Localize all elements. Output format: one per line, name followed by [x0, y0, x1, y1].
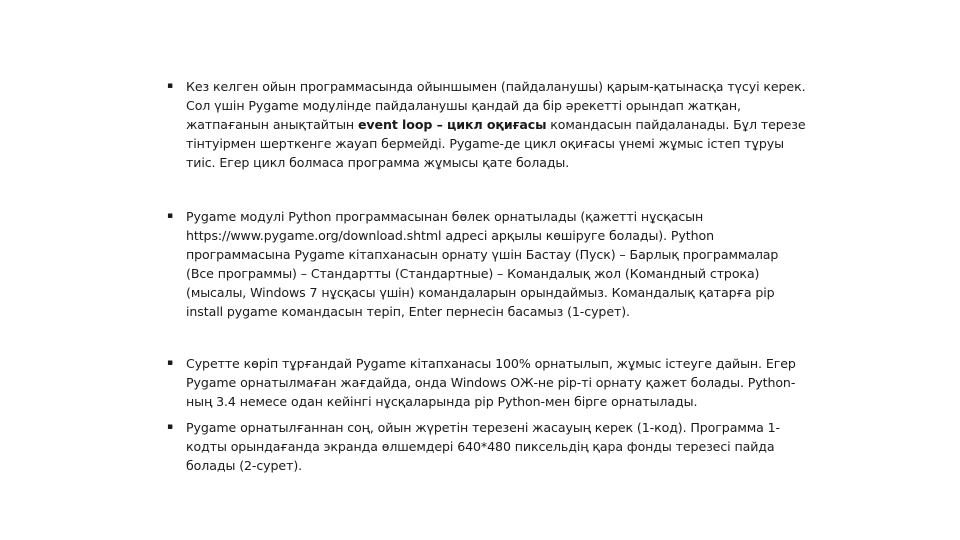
bullet-icon: ▪ [167, 81, 174, 91]
list-item [167, 418, 807, 475]
list-item-text: Pygame орнатылғаннан соң, ойын жүретін терезені жасауың керек (1-код). Программа 1-кодты орындағанда экранда өлшемдері 640*480 пиксельдің қара фонды терезесі пайда болады (2-сурет). [186, 420, 780, 473]
list-item [167, 354, 807, 411]
list-item [167, 77, 807, 172]
list-item [167, 207, 807, 321]
bullet-icon: ▪ [167, 358, 174, 368]
list-item-text [186, 77, 807, 172]
list-item-text: Pygame модулі Python программасынан бөлек орнатылады (қажетті нұсқасын https://www.pygame.org/download.shtml адресі арқылы көшіруге болады). Python программасына Pygame кітапханасын орнату үшін Бастау (Пуск) – Барлық программалар (Все программы) – Стандартты (Стандартные) – Командалық жол (Командный строка) (мысалы, Windows 7 нұсқасы үшін) командаларын орындаймыз. Командалық қатарға pip install pygame командасын теріп, Enter пернесін басамыз (1-сурет). [186, 209, 779, 319]
bold-term: event loop – цикл оқиғасы [357, 117, 547, 132]
bullet-icon: ▪ [167, 211, 174, 221]
text-segment: командасын пайдаланады. Бұл терезе тінтуірмен шерткенге жауап бермейді. Pygame-де цикл оқиғасы үнемі жұмыс істеп тұруы тиіс. Егер цикл болмаса программа жұмысы қате болады. [186, 117, 806, 170]
bullet-icon: ▪ [167, 422, 174, 432]
text-segment: Кез келген ойын программасында ойыншымен (пайдаланушы) қарым-қатынасқа түсуі керек. Сол үшін Pygame модулінде пайдаланушы қандай да бір әрекетті орындап жатқан, жатпағанын анықтайтын [186, 79, 806, 132]
list-item-text: Суретте көріп тұрғандай Pygame кітапханасы 100% орнатылып, жұмыс істеуге дайын. Егер Pygame орнатылмаған жағдайда, онда Windows ОЖ-не pip-ті орнату қажет болады. Python-ның 3.4 немесе одан кейінгі нұсқаларында pip Python-мен бірге орнатылады. [186, 356, 796, 409]
